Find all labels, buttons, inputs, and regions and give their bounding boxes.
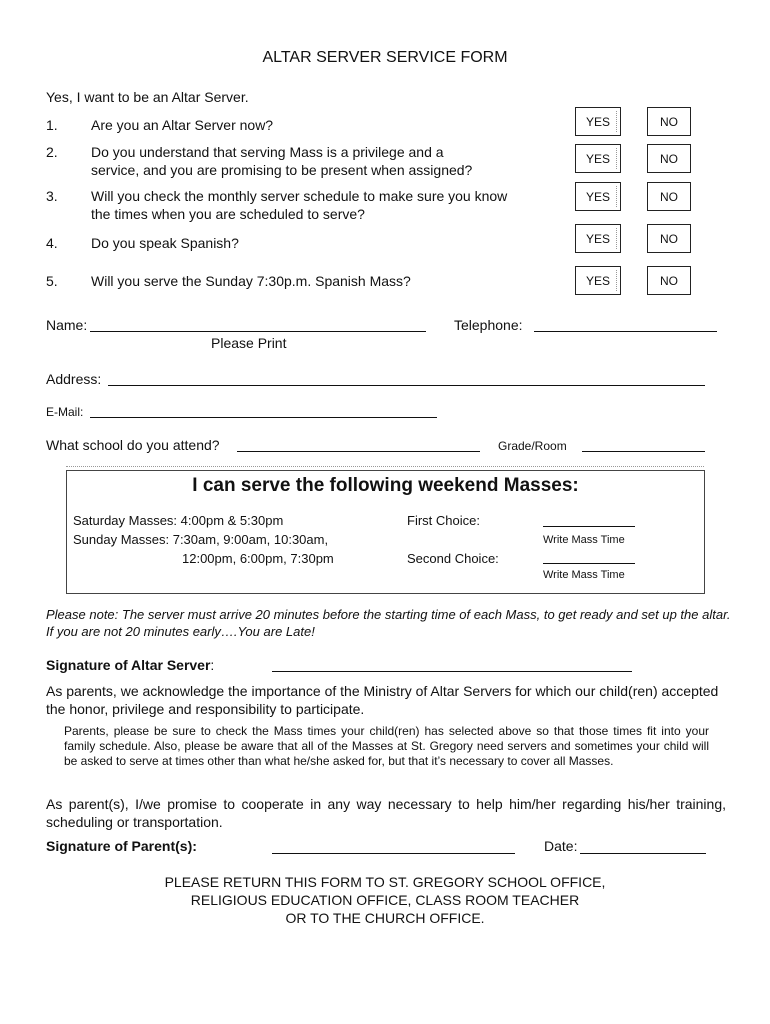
return-instructions-line3: OR TO THE CHURCH OFFICE. <box>285 910 485 926</box>
school-field[interactable] <box>237 451 480 452</box>
question-number: 3. <box>46 188 58 204</box>
email-field[interactable] <box>90 417 437 418</box>
question-text: Do you understand that serving Mass is a privilege and a <box>91 144 444 160</box>
question-number: 5. <box>46 273 58 289</box>
write-mass-time-hint: Write Mass Time <box>543 569 625 581</box>
server-signature-label <box>46 657 214 673</box>
q3-no-box[interactable]: NO <box>647 182 691 211</box>
date-label: Date: <box>544 838 578 854</box>
parents-note: Parents, please be sure to check the Mass times your child(ren) has selected above so that those times fit into your family schedule. Also, please be aware that all of the Masses at St. Gregory need servers and sometimes your child will be asked to serve at times other than what he/she asked for, but that it’s necessary to cover all Masses. <box>64 724 709 768</box>
school-label: What school do you attend? <box>46 437 220 453</box>
parent-signature-label: Signature of Parent(s): <box>46 838 197 854</box>
server-signature-field[interactable] <box>272 671 632 672</box>
telephone-label: Telephone: <box>454 317 523 333</box>
telephone-field[interactable] <box>534 331 717 332</box>
address-field[interactable] <box>108 385 705 386</box>
first-choice-field[interactable] <box>543 526 635 527</box>
q4-no-box[interactable]: NO <box>647 224 691 253</box>
first-choice-label: First Choice: <box>407 513 480 528</box>
server-signature-colon: : <box>210 657 215 673</box>
return-instructions-line1: PLEASE RETURN THIS FORM TO ST. GREGORY SCHOOL OFFICE, <box>164 874 606 890</box>
question-number: 2. <box>46 144 58 160</box>
parents-promise: As parent(s), I/we promise to cooperate in any way necessary to help him/her regarding his/her training, scheduling or transportation. <box>46 796 726 830</box>
q5-no-box[interactable]: NO <box>647 266 691 295</box>
parent-signature-field[interactable] <box>272 853 515 854</box>
arrival-note: Please note: The server must arrive 20 minutes before the starting time of each Mass, to get ready and set up the altar. If you are not 20 minutes early….You are Late! <box>46 607 731 639</box>
q4-yes-box[interactable]: YES <box>575 224 621 253</box>
q5-yes-box[interactable]: YES <box>575 266 621 295</box>
name-label: Name: <box>46 317 88 333</box>
intro-text: Yes, I want to be an Altar Server. <box>46 89 249 105</box>
q1-yes-box[interactable]: YES <box>575 107 621 136</box>
divider <box>66 466 704 467</box>
parents-acknowledgement: As parents, we acknowledge the importance of the Ministry of Altar Servers for which our child(ren) accepted the honor, privilege and responsibility to participate. <box>46 683 719 717</box>
q1-no-box[interactable]: NO <box>647 107 691 136</box>
name-hint: Please Print <box>211 335 287 351</box>
sunday-masses: Sunday Masses: 7:30am, 9:00am, 10:30am, <box>73 532 329 547</box>
email-label: E-Mail: <box>46 405 84 419</box>
question-text-cont: service, and you are promising to be present when assigned? <box>91 162 473 178</box>
q3-yes-box[interactable]: YES <box>575 182 621 211</box>
question-number: 1. <box>46 117 58 133</box>
server-signature-text: Signature of Altar Server <box>46 657 211 673</box>
grade-field[interactable] <box>582 451 705 452</box>
second-choice-field[interactable] <box>543 563 635 564</box>
second-choice-label: Second Choice: <box>407 551 499 566</box>
q2-yes-box[interactable]: YES <box>575 144 621 173</box>
question-number: 4. <box>46 235 58 251</box>
write-mass-time-hint: Write Mass Time <box>543 534 625 546</box>
question-text: Will you check the monthly server schedule to make sure you know <box>91 188 508 204</box>
date-field[interactable] <box>580 853 706 854</box>
question-text: Are you an Altar Server now? <box>91 117 274 133</box>
grade-label: Grade/Room <box>498 439 567 453</box>
return-instructions-line2: RELIGIOUS EDUCATION OFFICE, CLASS ROOM TEACHER <box>190 892 580 908</box>
saturday-masses: Saturday Masses: 4:00pm & 5:30pm <box>73 513 284 528</box>
masses-heading: I can serve the following weekend Masses: <box>192 475 579 496</box>
q2-no-box[interactable]: NO <box>647 144 691 173</box>
question-text: Do you speak Spanish? <box>91 235 239 251</box>
sunday-masses-cont: 12:00pm, 6:00pm, 7:30pm <box>182 551 334 566</box>
question-text: Will you serve the Sunday 7:30p.m. Spanish Mass? <box>91 273 411 289</box>
address-label: Address: <box>46 371 102 387</box>
name-field[interactable] <box>90 331 426 332</box>
form-title: ALTAR SERVER SERVICE FORM <box>262 49 508 66</box>
question-text-cont: the times when you are scheduled to serve? <box>91 206 365 222</box>
